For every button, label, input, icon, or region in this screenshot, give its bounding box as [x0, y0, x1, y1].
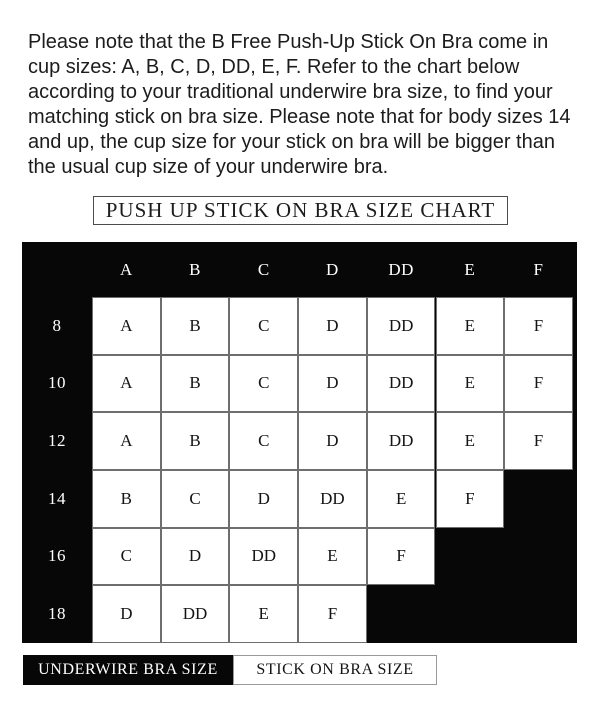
- size-cell: D: [298, 355, 367, 413]
- legend-stick-on-bra-size: STICK ON BRA SIZE: [233, 655, 437, 685]
- column-header-D: D: [326, 259, 339, 279]
- column-header-DD: DD: [388, 259, 414, 279]
- size-cell: DD: [161, 585, 230, 643]
- size-cell: E: [367, 470, 436, 528]
- size-cell: DD: [367, 355, 436, 413]
- size-cell: B: [161, 355, 230, 413]
- size-cell: A: [92, 297, 161, 355]
- size-cell: C: [229, 297, 298, 355]
- chart-title: PUSH UP STICK ON BRA SIZE CHART: [105, 198, 496, 222]
- row-header-10: 10: [48, 373, 66, 393]
- column-header-B: B: [189, 259, 201, 279]
- size-cell: E: [436, 412, 505, 470]
- size-cell: F: [504, 297, 573, 355]
- size-cell: A: [92, 355, 161, 413]
- size-cell: C: [229, 355, 298, 413]
- size-cell: F: [504, 412, 573, 470]
- size-cell: F: [298, 585, 367, 643]
- size-cell: DD: [229, 528, 298, 586]
- size-cell: D: [298, 297, 367, 355]
- intro-line-6: the usual cup size of your underwire bra.: [28, 156, 389, 178]
- size-cell: C: [161, 470, 230, 528]
- size-cell: F: [367, 528, 436, 586]
- row-header-8: 8: [52, 315, 62, 335]
- row-header-18: 18: [48, 604, 66, 624]
- size-cell: F: [436, 470, 505, 528]
- intro-line-3: according to your traditional underwire bra size, to find your: [28, 81, 553, 103]
- size-cell: DD: [367, 297, 436, 355]
- size-cell: E: [298, 528, 367, 586]
- column-header-C: C: [257, 259, 270, 279]
- legend-underwire-bra-size: UNDERWIRE BRA SIZE: [23, 655, 233, 685]
- size-cell: C: [229, 412, 298, 470]
- size-cell: A: [92, 412, 161, 470]
- column-header-E: E: [464, 259, 476, 279]
- size-cell: F: [504, 355, 573, 413]
- size-cell: D: [161, 528, 230, 586]
- size-cell: B: [92, 470, 161, 528]
- size-cell: D: [92, 585, 161, 643]
- intro-line-2: cup sizes: A, B, C, D, DD, E, F. Refer to the chart below: [28, 56, 520, 78]
- row-header-14: 14: [48, 488, 66, 508]
- intro-line-4: matching stick on bra size. Please note that for body sizes 14: [28, 106, 571, 128]
- size-cell: E: [436, 297, 505, 355]
- size-cell: B: [161, 297, 230, 355]
- size-cell: DD: [298, 470, 367, 528]
- row-header-16: 16: [48, 546, 66, 566]
- size-cell: E: [436, 355, 505, 413]
- size-cell: D: [298, 412, 367, 470]
- column-header-A: A: [119, 259, 133, 279]
- intro-line-1: Please note that the B Free Push-Up Stick On Bra come in: [28, 31, 549, 53]
- size-cell: DD: [367, 412, 436, 470]
- size-cell: D: [229, 470, 298, 528]
- row-header-12: 12: [48, 431, 66, 451]
- chart-title-box: [93, 196, 508, 225]
- size-cell: E: [229, 585, 298, 643]
- column-header-F: F: [533, 259, 544, 279]
- intro-paragraph: [28, 30, 573, 180]
- size-cell: B: [161, 412, 230, 470]
- size-chart-table: [22, 242, 577, 643]
- intro-line-5: and up, the cup size for your stick on bra will be bigger than: [28, 131, 555, 153]
- size-cell: C: [92, 528, 161, 586]
